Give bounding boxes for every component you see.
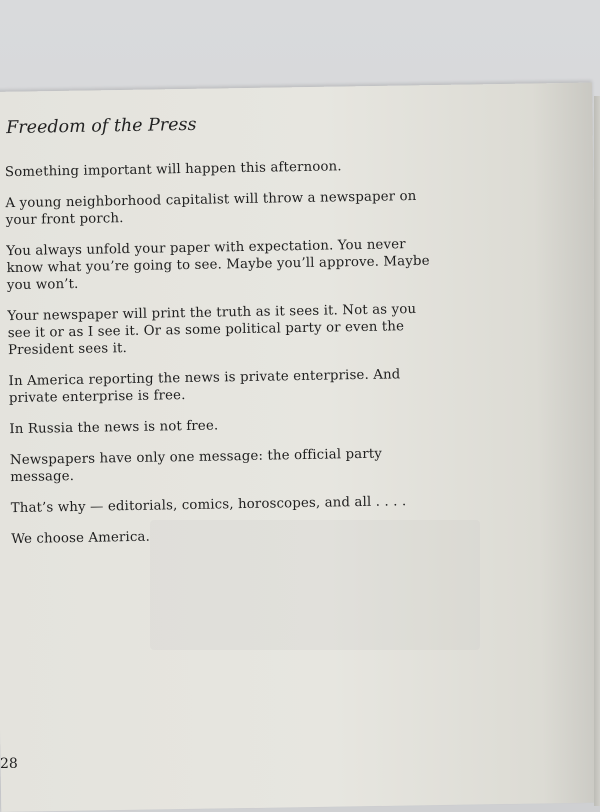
next-page-edge bbox=[594, 96, 600, 806]
page-title: Freedom of the Press bbox=[6, 114, 197, 139]
paragraph: Your newspaper will print the truth as it sees it. Not as you see it or as I see it. Or as some political party or even the President sees it. bbox=[7, 302, 417, 359]
paragraph: We choose America. bbox=[11, 529, 151, 548]
paragraph: Newspapers have only one message: the official party message. bbox=[9, 446, 383, 486]
paragraph: That’s why — editorials, comics, horoscopes, and all . . . . bbox=[10, 494, 407, 517]
paragraph: In Russia the news is not free. bbox=[9, 418, 219, 438]
paragraph: You always unfold your paper with expectation. You never know what you’re going to see. Maybe you’ll approve. Maybe you won’t. bbox=[6, 237, 430, 294]
paragraph: Something important will happen this afternoon. bbox=[4, 159, 342, 181]
paragraph: A young neighborhood capitalist will throw a newspaper on your front porch. bbox=[5, 188, 417, 229]
paragraph: In America reporting the news is private enterprise. And private enterprise is free. bbox=[8, 367, 401, 407]
page-number: 28 bbox=[0, 756, 18, 772]
page-content bbox=[4, 111, 442, 562]
